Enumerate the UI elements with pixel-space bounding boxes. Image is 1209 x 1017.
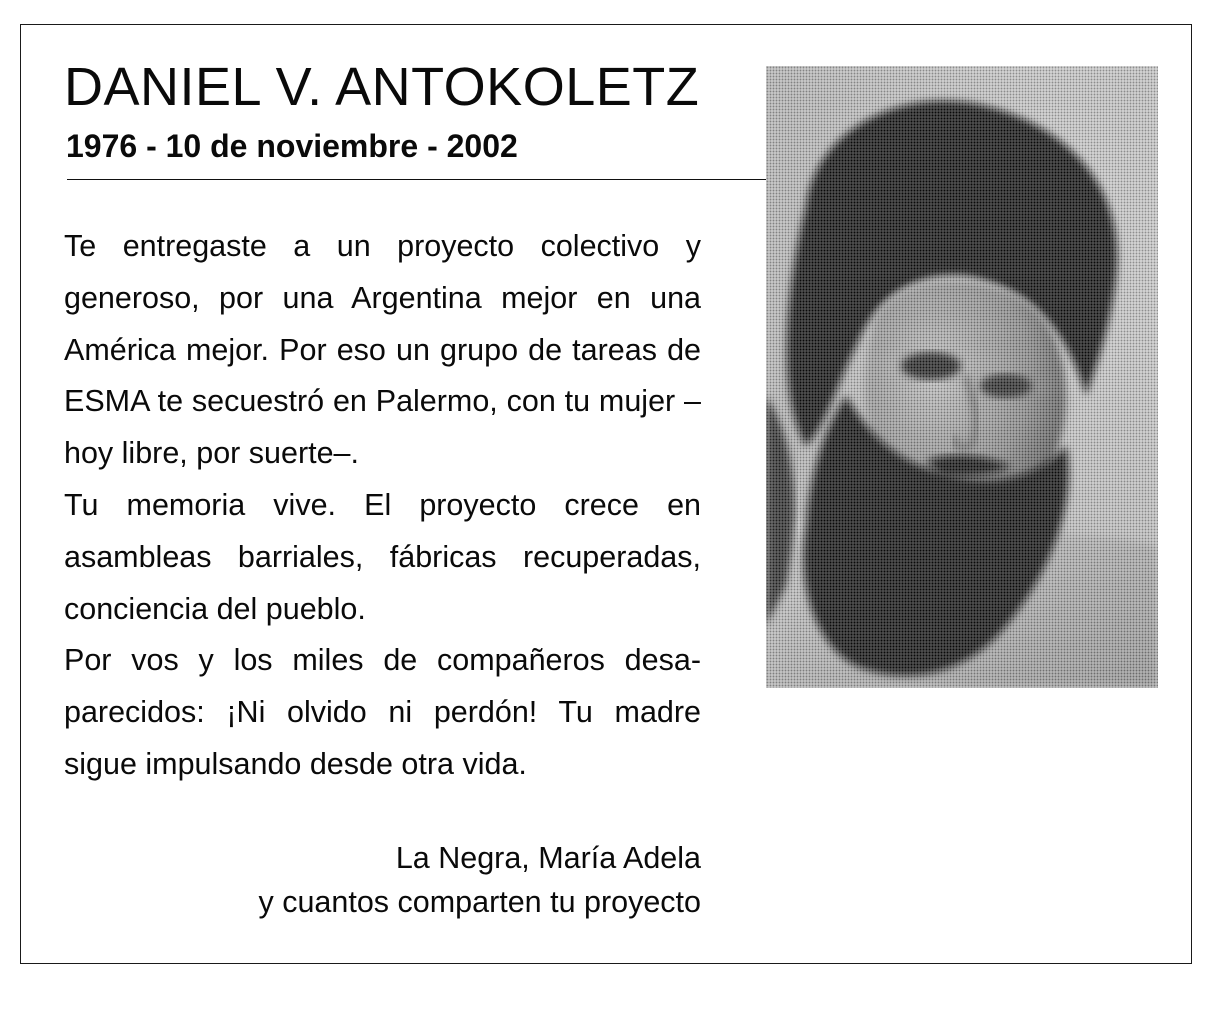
memorial-paragraph-3: Por vos y los miles de compañeros desaparecidos: ¡Ni olvido ni perdón! Tu madre sigue impulsando desde otra vida. <box>64 643 701 781</box>
heading-divider <box>67 179 767 180</box>
signature-block <box>100 836 701 924</box>
memorial-paragraph-2: Tu memoria vive. El proyecto crece en asambleas barriales, fábricas recuperadas, conciencia del pueblo. <box>64 487 701 626</box>
signature-line-2: y cuantos comparten tu proyecto <box>258 885 701 919</box>
portrait-photo <box>766 66 1158 688</box>
memorial-dates: 1976 - 10 de noviembre - 2002 <box>66 128 518 164</box>
memorial-text <box>64 221 701 791</box>
memorial-paragraph-1: Te entregaste a un proyecto colectivo y generoso, por una Argentina mejor en una América mejor. Por eso un grupo de tareas de ESMA te secuestró en Palermo, con tu mujer –hoy libre, por suerte–. <box>64 229 701 471</box>
signature-line-1: La Negra, María Adela <box>395 841 701 875</box>
memorial-name-heading: DANIEL V. ANTOKOLETZ <box>64 57 700 117</box>
